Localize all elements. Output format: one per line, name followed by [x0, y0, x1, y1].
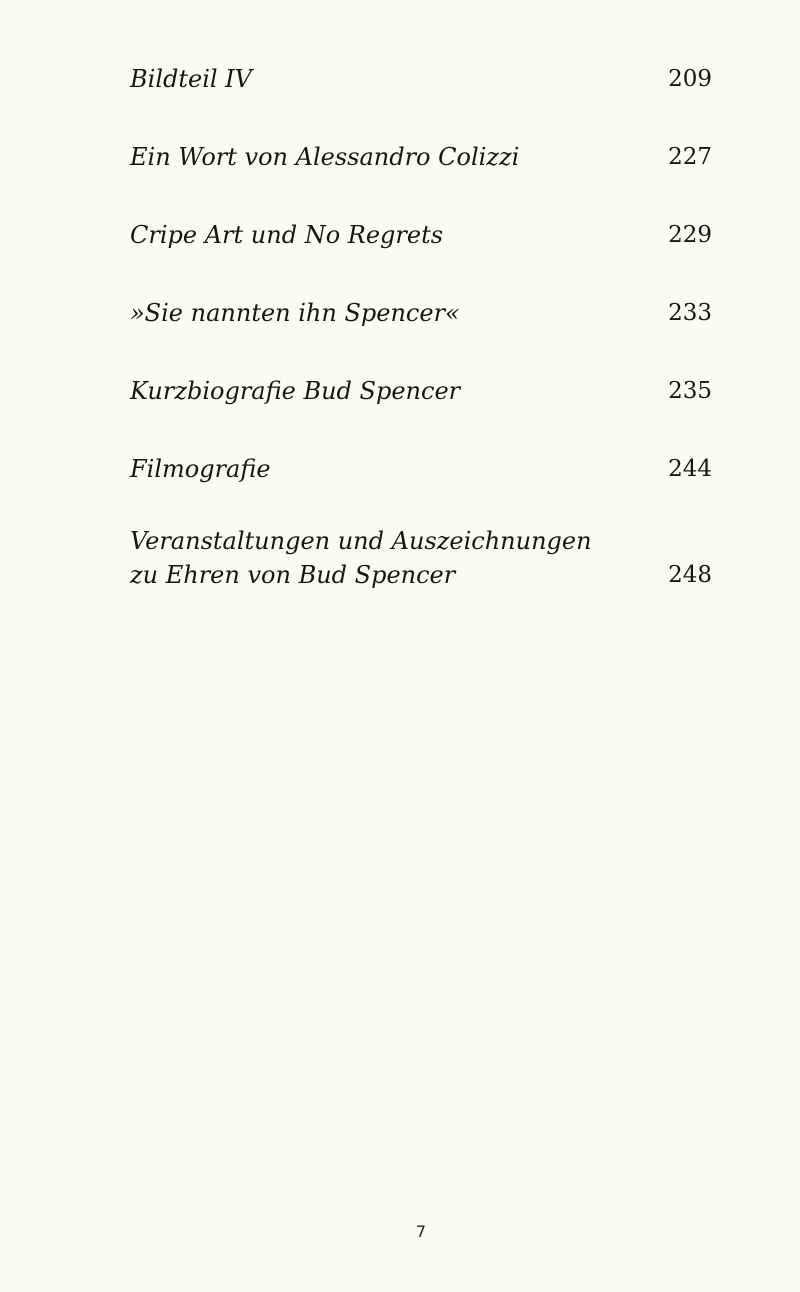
toc-entry: [130, 140, 712, 174]
toc-entry-title: [130, 296, 630, 330]
toc-entry-title-line: Kurzbiografie Bud Spencer: [130, 377, 461, 405]
toc-entry-title: [130, 62, 630, 96]
toc-entry-page: 233: [668, 300, 712, 326]
toc-entry-title-line: Filmografie: [130, 455, 271, 483]
page-number: 7: [415, 1222, 427, 1241]
toc-entry-title: [130, 524, 630, 592]
toc-entry-page: 209: [668, 66, 712, 92]
toc-entry-title: [130, 452, 630, 486]
toc-entry-title-line: Bildteil IV: [130, 65, 252, 93]
toc-entry-title: [130, 374, 630, 408]
toc-entry-page: 244: [668, 456, 712, 482]
toc-entry-title-line: »Sie nannten ihn Spencer«: [130, 299, 460, 327]
toc-entry: [130, 62, 712, 96]
toc-entry: [130, 374, 712, 408]
toc-entry-title-line: zu Ehren von Bud Spencer: [130, 561, 456, 589]
toc-entry-page: 248: [668, 562, 712, 588]
toc-entry-page: 229: [668, 222, 712, 248]
toc-entry-page: 235: [668, 378, 712, 404]
toc-entry-title-line: Cripe Art und No Regrets: [130, 221, 444, 249]
toc-entry-title: [130, 140, 630, 174]
toc-entry-title-line: Ein Wort von Alessandro Colizzi: [130, 143, 520, 171]
toc-entry-page: 227: [668, 144, 712, 170]
toc-entry-title-line: Veranstaltungen und Auszeichnungen: [130, 527, 592, 555]
toc-entry: [130, 218, 712, 252]
toc-entry: [130, 452, 712, 486]
toc-entry: [130, 296, 712, 330]
table-of-contents: [130, 62, 712, 592]
toc-entry: [130, 524, 712, 592]
toc-entry-title: [130, 218, 630, 252]
